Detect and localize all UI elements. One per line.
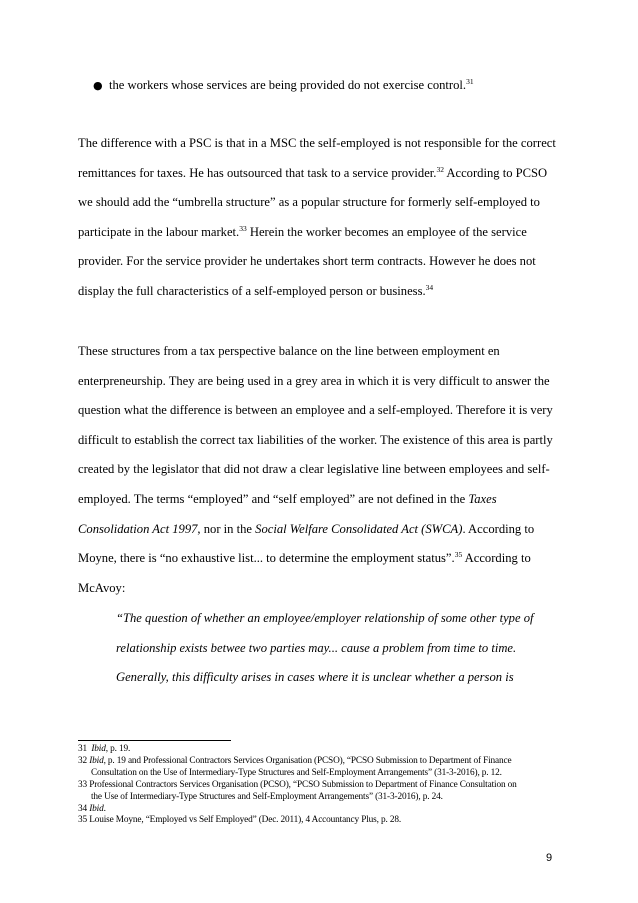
- paragraph-text: . According to Moyne, there is “no exhaustive list... to determine the employment status”.: [78, 521, 535, 566]
- footnote-33-continued: the Use of Intermediary-Type Structures and Self-Employment Arrangements” (31-3-2016), p. 24.: [91, 791, 443, 802]
- footnote-number: 32: [78, 755, 87, 766]
- footnotes: [78, 744, 578, 827]
- bullet-item: [93, 76, 573, 95]
- footnote-separator: [78, 740, 231, 741]
- footnote-text: , p. 19.: [105, 744, 131, 754]
- bullet-text: the workers whose services are being provided do not exercise control.: [109, 78, 467, 92]
- footnote-ref: 32: [436, 164, 444, 174]
- paragraph-text: According to McAvoy:: [78, 551, 531, 595]
- footnote-text: , p. 19 and Professional Contractors Services Organisation (PCSO), “PCSO Submission to Department of Finance: [103, 755, 512, 766]
- footnote-ibid: Ibid: [89, 755, 104, 766]
- footnote-ref: 34: [425, 282, 434, 292]
- footnote-number: 33: [78, 779, 87, 790]
- footnote-ref: 35: [454, 549, 463, 559]
- page-number: 9: [546, 852, 553, 864]
- footnote-32-continued: Consultation on the Use of Intermediary-Type Structures and Self-Employment Arrangements” (31-3-2016), p. 12.: [91, 767, 502, 778]
- footnote-text: Louise Moyne, “Employed vs Self Employed” (Dec. 2011), 4 Accountancy Plus, p. 28.: [89, 815, 401, 826]
- footnote-33: [78, 780, 578, 792]
- paragraph-text: The difference with a PSC is that in a MSC the self-employed is not responsible for the correct remittances for taxes. He has outsourced that task to a service provider.: [78, 136, 556, 180]
- footnote-ref: 31: [466, 76, 474, 86]
- block-quote: “The question of whether an employee/employer relationship of some other type of relationship exists betwee two parties may... cause a problem from time to time. Generally, this difficulty arises in cases where it is unclear whether a person is: [116, 611, 534, 685]
- footnote-number: 35: [78, 815, 87, 826]
- footnote-ibid: Ibid: [91, 744, 106, 754]
- footnote-text: Professional Contractors Services Organisation (PCSO), “PCSO Submission to Department of Finance Consultation on: [89, 779, 517, 790]
- paragraph-text: These structures from a tax perspective balance on the line between employment en enterpreneurship. They are being used in a grey area in which it is very difficult to answer the question what the difference is between an employee and a self-employed. Therefore it is very difficult to establish the correct tax liabilities of the worker. The existence of this area is partly created by the legislator that did not draw a clear legislative line between employees and self-employed. The terms “employed” and “self employed” are not defined in the: [78, 344, 553, 506]
- paragraph-psc-msc: [78, 129, 558, 307]
- footnote-text: .: [103, 803, 106, 814]
- paragraph-text: Herein the worker becomes an employee of the service provider. For the service provider he undertakes short term contracts. However he does not display the full characteristics of a self-employed person or business.: [78, 224, 536, 298]
- footnote-ref: 33: [239, 223, 247, 233]
- paragraph-tax-perspective: [78, 337, 558, 603]
- footnote-34: [78, 804, 578, 816]
- paragraph-text: , nor in the: [197, 521, 256, 536]
- act-title: Taxes Consolidation Act 1997: [78, 491, 497, 536]
- footnote-number: 34: [78, 803, 87, 814]
- paragraph-text: According to PCSO we should add the “umbrella structure” as a popular structure for formerly self-employed to participate in the labour market.: [78, 165, 548, 239]
- footnote-32: [78, 756, 578, 768]
- bullet-dot-icon: ●: [93, 79, 103, 92]
- footnote-number: 31: [78, 744, 87, 754]
- act-title: Social Welfare Consolidated Act (SWCA): [255, 521, 463, 536]
- footnote-35: [78, 815, 578, 827]
- footnote-ibid: Ibid: [89, 803, 104, 814]
- footnote-31: [78, 744, 578, 756]
